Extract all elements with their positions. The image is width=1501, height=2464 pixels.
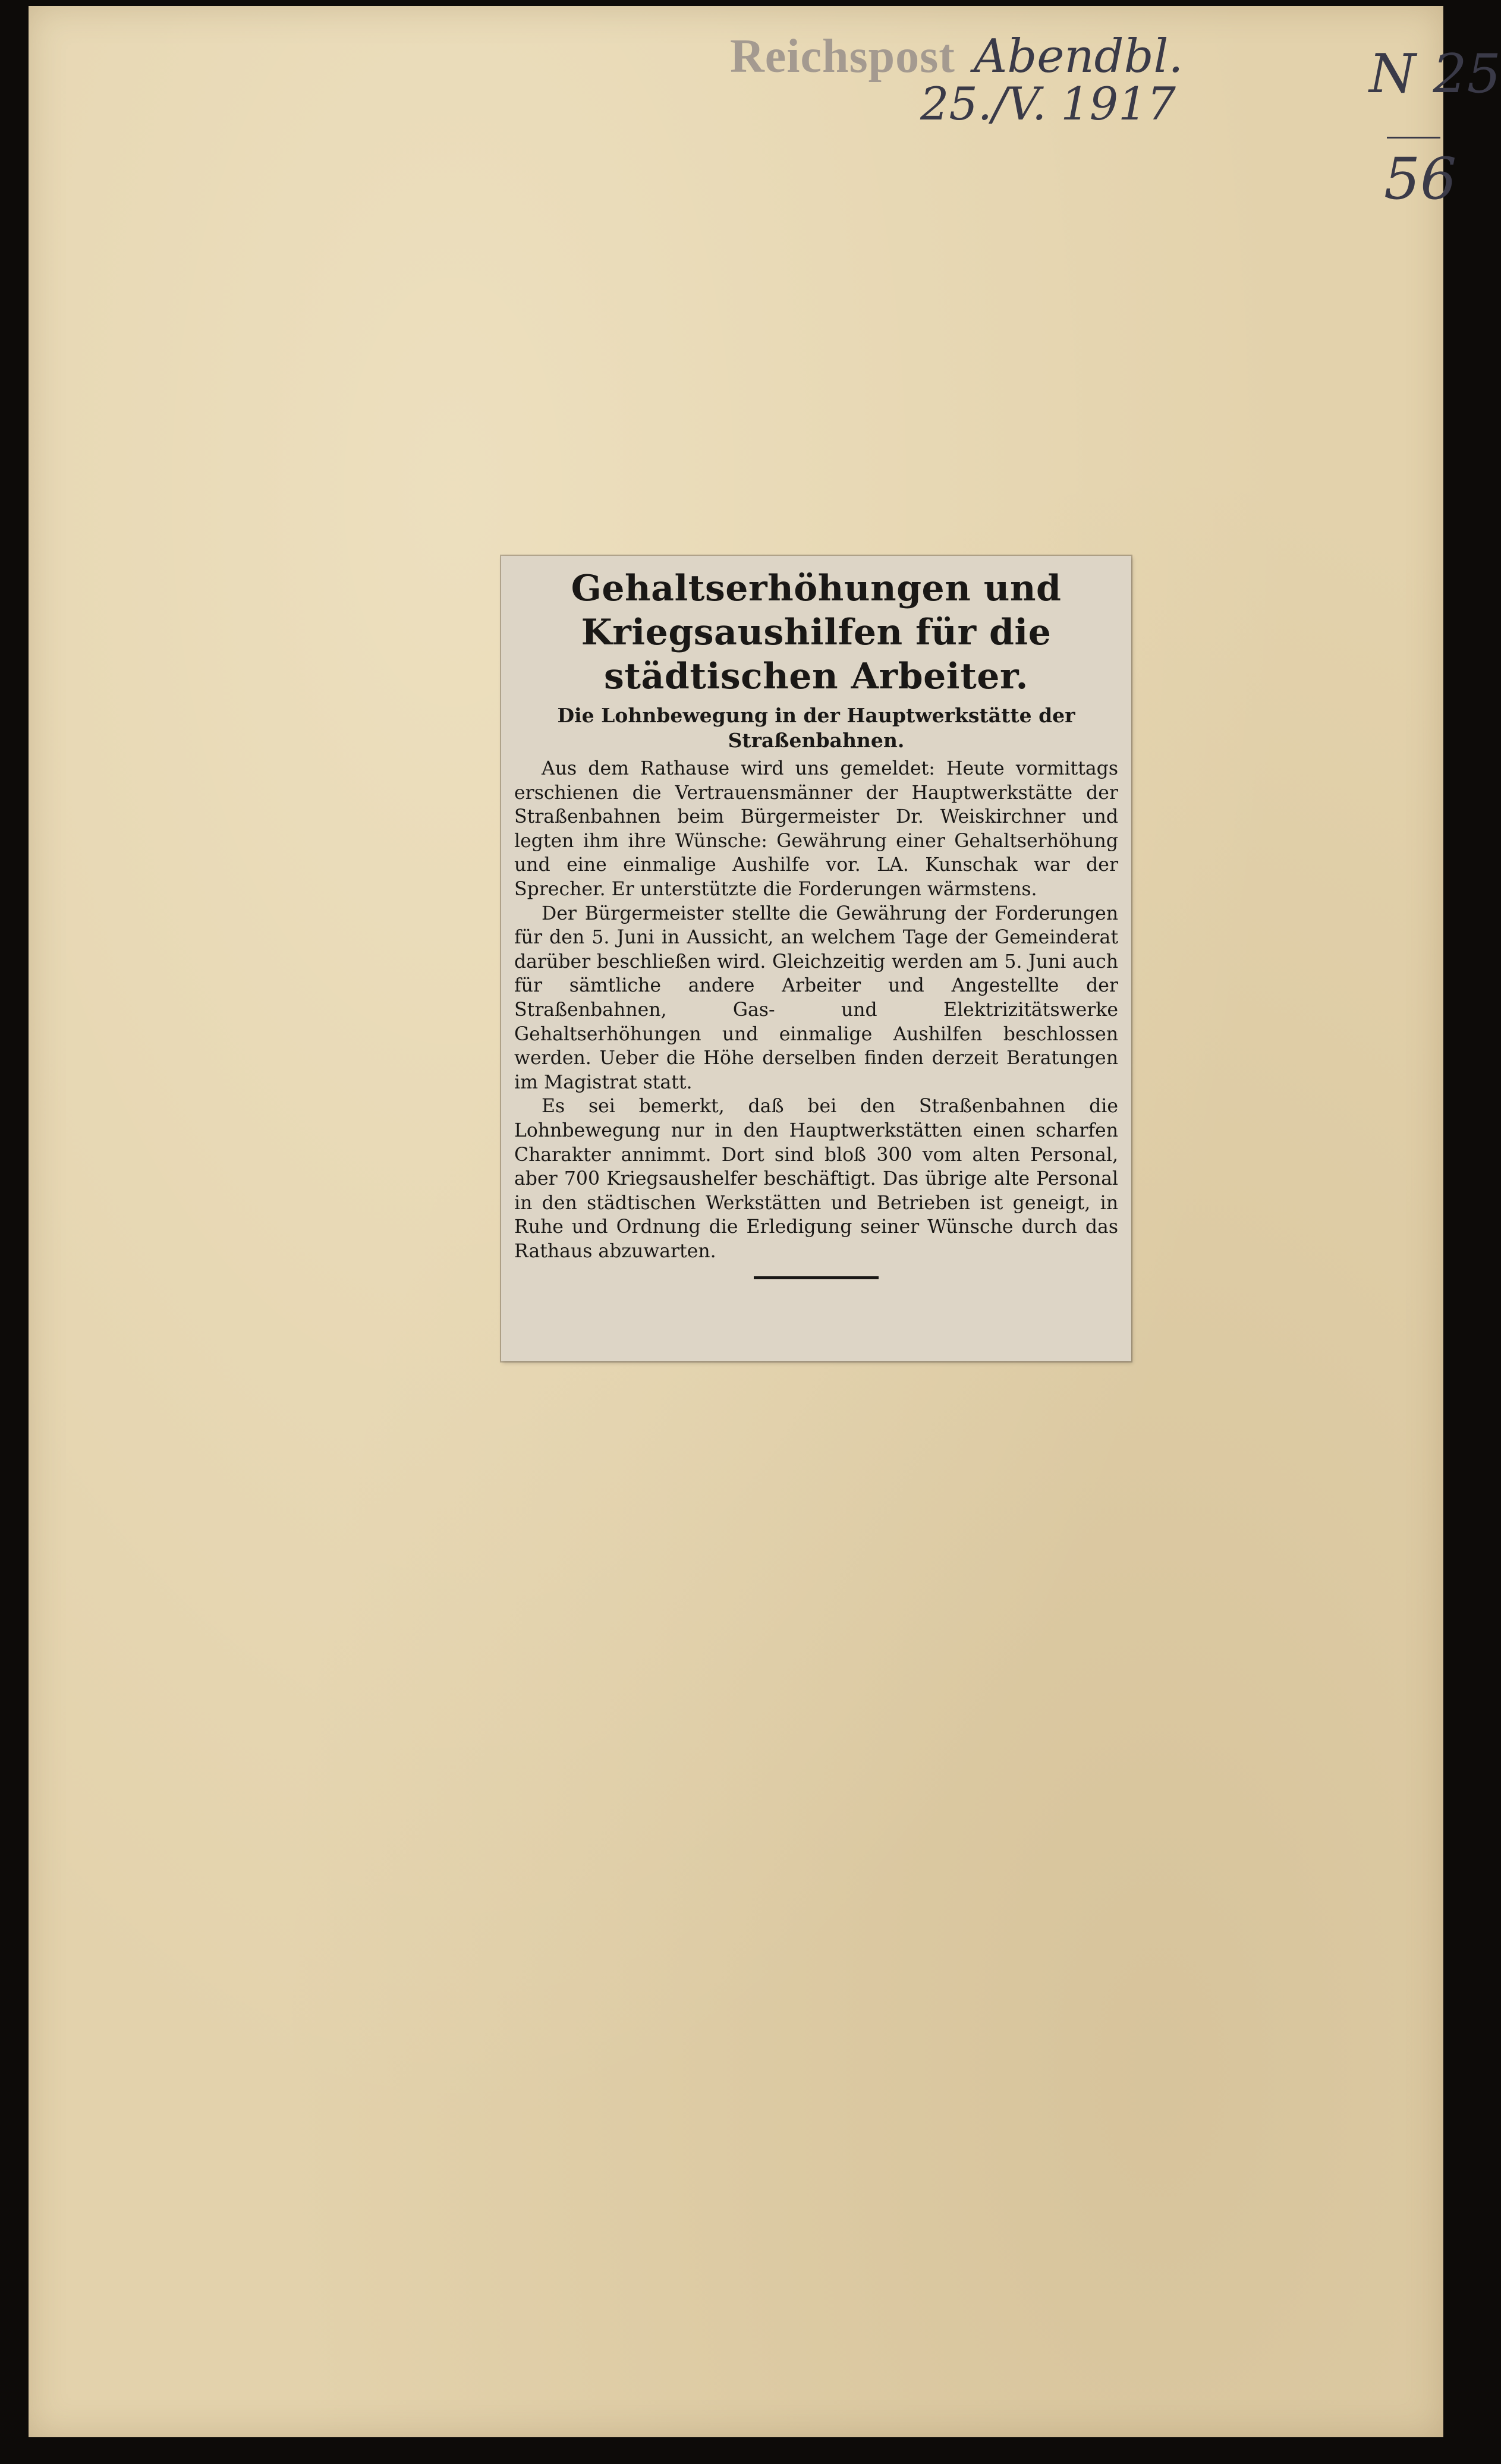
folio-divider bbox=[1387, 137, 1440, 139]
handwritten-date: 25./V. 1917 bbox=[920, 77, 1176, 130]
newspaper-stamp: Reichspost bbox=[730, 30, 955, 83]
article-headline: Gehaltserhöhungen und Kriegsaushilfen für die städtischen Arbeiter. bbox=[571, 568, 1062, 697]
archive-sheet bbox=[29, 6, 1501, 2437]
article-paragraph-3: Es sei bemerkt, daß bei den Straßenbahnen die Lohnbewegung nur in den Hauptwerkstätten einen scharfen Charakter annimmt. Dort sind bloß 300 vom alten Personal, aber 700 Kriegsaushelfer beschäftigt. Das übrige alte Personal in den städtischen Werkstätten und Betrieben ist geneigt, in Ruhe und Ordnung die Erledigung seiner Wünsche durch das Rathaus abzuwarten. bbox=[514, 1096, 1118, 1262]
handwritten-mark: N 25 bbox=[1369, 43, 1501, 105]
handwritten-edition: Abendbl. bbox=[974, 30, 1184, 83]
article-paragraph-2: Der Bürgermeister stellte die Gewährung der Forderungen für den 5. Juni in Aussicht, an welchem Tage der Gemeinderat darüber beschließen wird. Gleichzeitig werden am 5. Juni auch für sämtliche andere Arbeiter und Angestellte der Straßenbahnen, Gas- und Elektrizitätswerke Gehaltserhöhungen und einmalige Aushilfen beschlossen werden. Ueber die Höhe derselben finden derzeit Beratungen im Magistrat statt. bbox=[514, 902, 1118, 1093]
article-paragraph-1: Aus dem Rathause wird uns gemeldet: Heute vormittags erschienen die Vertrauensmänner der Hauptwerkstätte der Straßenbahnen beim Bürgermeister Dr. Weiskirchner und legten ihm ihre Wünsche: Gewährung einer Gehaltserhöhung und eine einmalige Aushilfe vor. LA. Kunschak war der Sprecher. Er unterstützte die Forderungen wärmstens. bbox=[514, 758, 1118, 900]
handwritten-folio-number: 56 bbox=[1384, 146, 1457, 212]
end-rule bbox=[754, 1276, 879, 1279]
article-subheadline: Die Lohnbewegung in der Hauptwerkstätte der Straßenbahnen. bbox=[557, 704, 1075, 752]
newspaper-clipping bbox=[501, 556, 1131, 1361]
